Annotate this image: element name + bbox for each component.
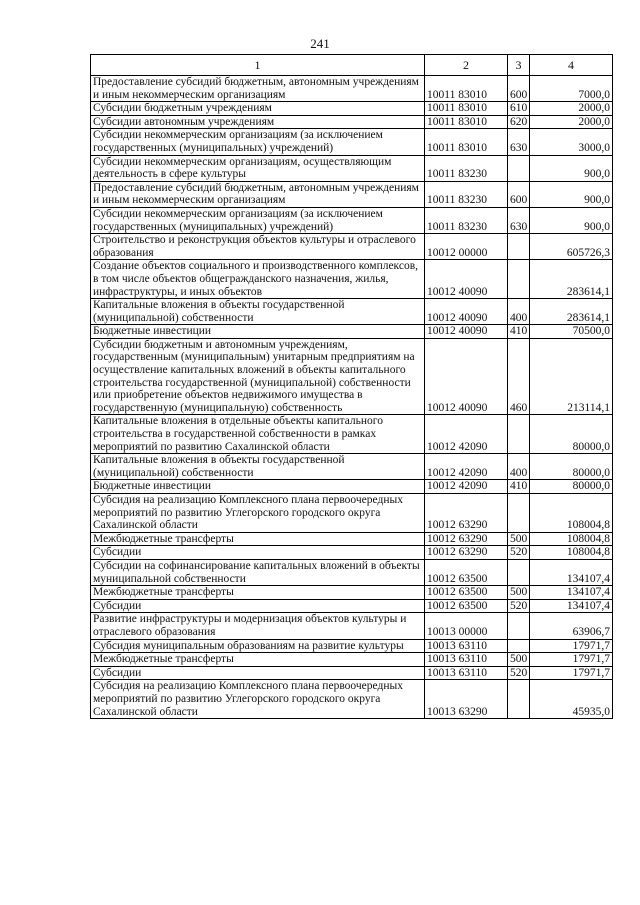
- row-amount-cell: 108004,8: [530, 532, 613, 546]
- row-name-cell: Субсидия муниципальным образованиям на развитие культуры: [91, 639, 425, 653]
- row-type-cell: [508, 559, 530, 585]
- row-code-cell: 10013 63110: [425, 639, 508, 653]
- row-type-cell: 520: [508, 666, 530, 680]
- row-name-cell: Субсидии некоммерческим организациям (за исключением государственных (муниципальных) учреждений): [91, 207, 425, 233]
- row-type-cell: 600: [508, 181, 530, 207]
- row-code-cell: 10011 83010: [425, 129, 508, 155]
- row-name-cell: Субсидии на софинансирование капитальных вложений в объекты муниципальной собственности: [91, 559, 425, 585]
- row-name-cell: Субсидии: [91, 666, 425, 680]
- row-type-cell: [508, 613, 530, 639]
- table-row: [91, 666, 613, 680]
- table-row: [91, 532, 613, 546]
- row-amount-cell: 7000,0: [530, 76, 613, 102]
- row-name-cell: Предоставление субсидий бюджетным, автономным учреждениям и иным некоммерческим организациям: [91, 76, 425, 102]
- row-code-cell: 10012 63290: [425, 494, 508, 533]
- row-amount-cell: 80000,0: [530, 480, 613, 494]
- row-name-cell: Субсидии некоммерческим организациям, осуществляющим деятельность в сфере культуры: [91, 155, 425, 181]
- row-name-cell: Субсидии: [91, 599, 425, 613]
- row-type-cell: 400: [508, 454, 530, 480]
- row-code-cell: 10011 83010: [425, 102, 508, 116]
- row-type-cell: 520: [508, 599, 530, 613]
- column-header-code: 2: [425, 55, 508, 76]
- row-amount-cell: 70500,0: [530, 325, 613, 339]
- row-amount-cell: 17971,7: [530, 639, 613, 653]
- row-code-cell: 10013 63110: [425, 666, 508, 680]
- row-code-cell: 10011 83230: [425, 181, 508, 207]
- row-name-cell: Межбюджетные трансферты: [91, 586, 425, 600]
- row-amount-cell: 80000,0: [530, 415, 613, 454]
- row-amount-cell: 900,0: [530, 207, 613, 233]
- table-row: [91, 299, 613, 325]
- row-name-cell: Межбюджетные трансферты: [91, 532, 425, 546]
- row-type-cell: 410: [508, 480, 530, 494]
- row-code-cell: 10013 00000: [425, 613, 508, 639]
- row-name-cell: Создание объектов социального и производственного комплексов, в том числе объектов общегражданского назначения, жилья, инфраструктуры, и иных объектов: [91, 260, 425, 299]
- row-amount-cell: 108004,8: [530, 546, 613, 560]
- row-code-cell: 10012 63290: [425, 546, 508, 560]
- row-amount-cell: 134107,4: [530, 586, 613, 600]
- table-row: [91, 115, 613, 129]
- table-row: [91, 76, 613, 102]
- row-type-cell: 400: [508, 299, 530, 325]
- row-amount-cell: 283614,1: [530, 299, 613, 325]
- row-code-cell: 10011 83230: [425, 155, 508, 181]
- row-amount-cell: 45935,0: [530, 680, 613, 719]
- row-amount-cell: 108004,8: [530, 494, 613, 533]
- row-type-cell: [508, 155, 530, 181]
- row-name-cell: Капитальные вложения в объекты государственной (муниципальной) собственности: [91, 454, 425, 480]
- row-name-cell: Бюджетные инвестиции: [91, 480, 425, 494]
- row-type-cell: [508, 234, 530, 260]
- table-row: [91, 454, 613, 480]
- table-row: [91, 415, 613, 454]
- row-name-cell: Субсидия на реализацию Комплексного плана первоочередных мероприятий по развитию Углегорского городского округа Сахалинской области: [91, 494, 425, 533]
- table-row: [91, 546, 613, 560]
- row-name-cell: Капитальные вложения в объекты государственной (муниципальной) собственности: [91, 299, 425, 325]
- row-code-cell: 10012 40090: [425, 299, 508, 325]
- row-name-cell: Предоставление субсидий бюджетным, автономным учреждениям и иным некоммерческим организациям: [91, 181, 425, 207]
- table-row: [91, 260, 613, 299]
- table-row: [91, 338, 613, 415]
- row-type-cell: 500: [508, 532, 530, 546]
- column-header-amount: 4: [530, 55, 613, 76]
- row-code-cell: 10011 83010: [425, 76, 508, 102]
- row-code-cell: 10011 83230: [425, 207, 508, 233]
- table-row: [91, 325, 613, 339]
- row-type-cell: 600: [508, 76, 530, 102]
- row-type-cell: [508, 639, 530, 653]
- row-amount-cell: 63906,7: [530, 613, 613, 639]
- row-amount-cell: 134107,4: [530, 559, 613, 585]
- row-code-cell: 10012 63500: [425, 559, 508, 585]
- row-type-cell: 630: [508, 129, 530, 155]
- row-amount-cell: 213114,1: [530, 338, 613, 415]
- table-header-row: [91, 55, 613, 76]
- row-code-cell: 10012 42090: [425, 454, 508, 480]
- column-header-name: 1: [91, 55, 425, 76]
- row-code-cell: 10013 63110: [425, 653, 508, 667]
- row-name-cell: Субсидии автономным учреждениям: [91, 115, 425, 129]
- row-type-cell: 520: [508, 546, 530, 560]
- page-number: 241: [310, 36, 330, 51]
- row-amount-cell: 900,0: [530, 181, 613, 207]
- row-type-cell: 610: [508, 102, 530, 116]
- table-row: [91, 639, 613, 653]
- row-amount-cell: 134107,4: [530, 599, 613, 613]
- row-code-cell: 10012 63500: [425, 599, 508, 613]
- table-row: [91, 129, 613, 155]
- table-row: [91, 680, 613, 719]
- row-type-cell: 620: [508, 115, 530, 129]
- row-code-cell: 10012 63290: [425, 532, 508, 546]
- row-code-cell: 10012 40090: [425, 325, 508, 339]
- row-amount-cell: 17971,7: [530, 653, 613, 667]
- row-name-cell: Субсидии: [91, 546, 425, 560]
- budget-table: [90, 54, 613, 719]
- row-amount-cell: 17971,7: [530, 666, 613, 680]
- row-code-cell: 10012 00000: [425, 234, 508, 260]
- row-type-cell: 460: [508, 338, 530, 415]
- row-amount-cell: 2000,0: [530, 115, 613, 129]
- row-amount-cell: 605726,3: [530, 234, 613, 260]
- row-type-cell: 630: [508, 207, 530, 233]
- row-code-cell: 10013 63290: [425, 680, 508, 719]
- row-name-cell: Субсидии некоммерческим организациям (за исключением государственных (муниципальных) учреждений): [91, 129, 425, 155]
- table-row: [91, 181, 613, 207]
- table-row: [91, 155, 613, 181]
- row-type-cell: [508, 680, 530, 719]
- row-name-cell: Межбюджетные трансферты: [91, 653, 425, 667]
- table-row: [91, 494, 613, 533]
- table-row: [91, 207, 613, 233]
- row-name-cell: Строительство и реконструкция объектов культуры и отраслевого образования: [91, 234, 425, 260]
- row-code-cell: 10012 63500: [425, 586, 508, 600]
- row-code-cell: 10012 42090: [425, 415, 508, 454]
- row-amount-cell: 3000,0: [530, 129, 613, 155]
- row-code-cell: 10012 40090: [425, 260, 508, 299]
- table-row: [91, 480, 613, 494]
- table-row: [91, 102, 613, 116]
- table-body: [91, 76, 613, 719]
- row-type-cell: [508, 415, 530, 454]
- row-type-cell: [508, 260, 530, 299]
- row-code-cell: 10012 42090: [425, 480, 508, 494]
- row-name-cell: Капитальные вложения в отдельные объекты капитального строительства в государственной собственности в рамках мероприятий по развитию Сахалинской области: [91, 415, 425, 454]
- table-row: [91, 559, 613, 585]
- row-name-cell: Субсидии бюджетным учреждениям: [91, 102, 425, 116]
- table-row: [91, 586, 613, 600]
- row-type-cell: 500: [508, 586, 530, 600]
- table-row: [91, 613, 613, 639]
- row-name-cell: Субсидии бюджетным и автономным учреждениям, государственным (муниципальным) унитарным предприятиям на осуществление капитальных вложений в объекты капитального строительства государственной (муниципальной) собственности или приобретение объектов недвижимого имущества в государственную (муниципальную) собственность: [91, 338, 425, 415]
- table-row: [91, 599, 613, 613]
- row-amount-cell: 283614,1: [530, 260, 613, 299]
- row-name-cell: Субсидия на реализацию Комплексного плана первоочередных мероприятий по развитию Углегорского городского округа Сахалинской области: [91, 680, 425, 719]
- row-amount-cell: 2000,0: [530, 102, 613, 116]
- column-header-type: 3: [508, 55, 530, 76]
- row-code-cell: 10011 83010: [425, 115, 508, 129]
- row-type-cell: 410: [508, 325, 530, 339]
- row-name-cell: Развитие инфраструктуры и модернизация объектов культуры и отраслевого образования: [91, 613, 425, 639]
- row-amount-cell: 900,0: [530, 155, 613, 181]
- row-type-cell: [508, 494, 530, 533]
- row-code-cell: 10012 40090: [425, 338, 508, 415]
- row-amount-cell: 80000,0: [530, 454, 613, 480]
- table-row: [91, 653, 613, 667]
- row-type-cell: 500: [508, 653, 530, 667]
- table-row: [91, 234, 613, 260]
- row-name-cell: Бюджетные инвестиции: [91, 325, 425, 339]
